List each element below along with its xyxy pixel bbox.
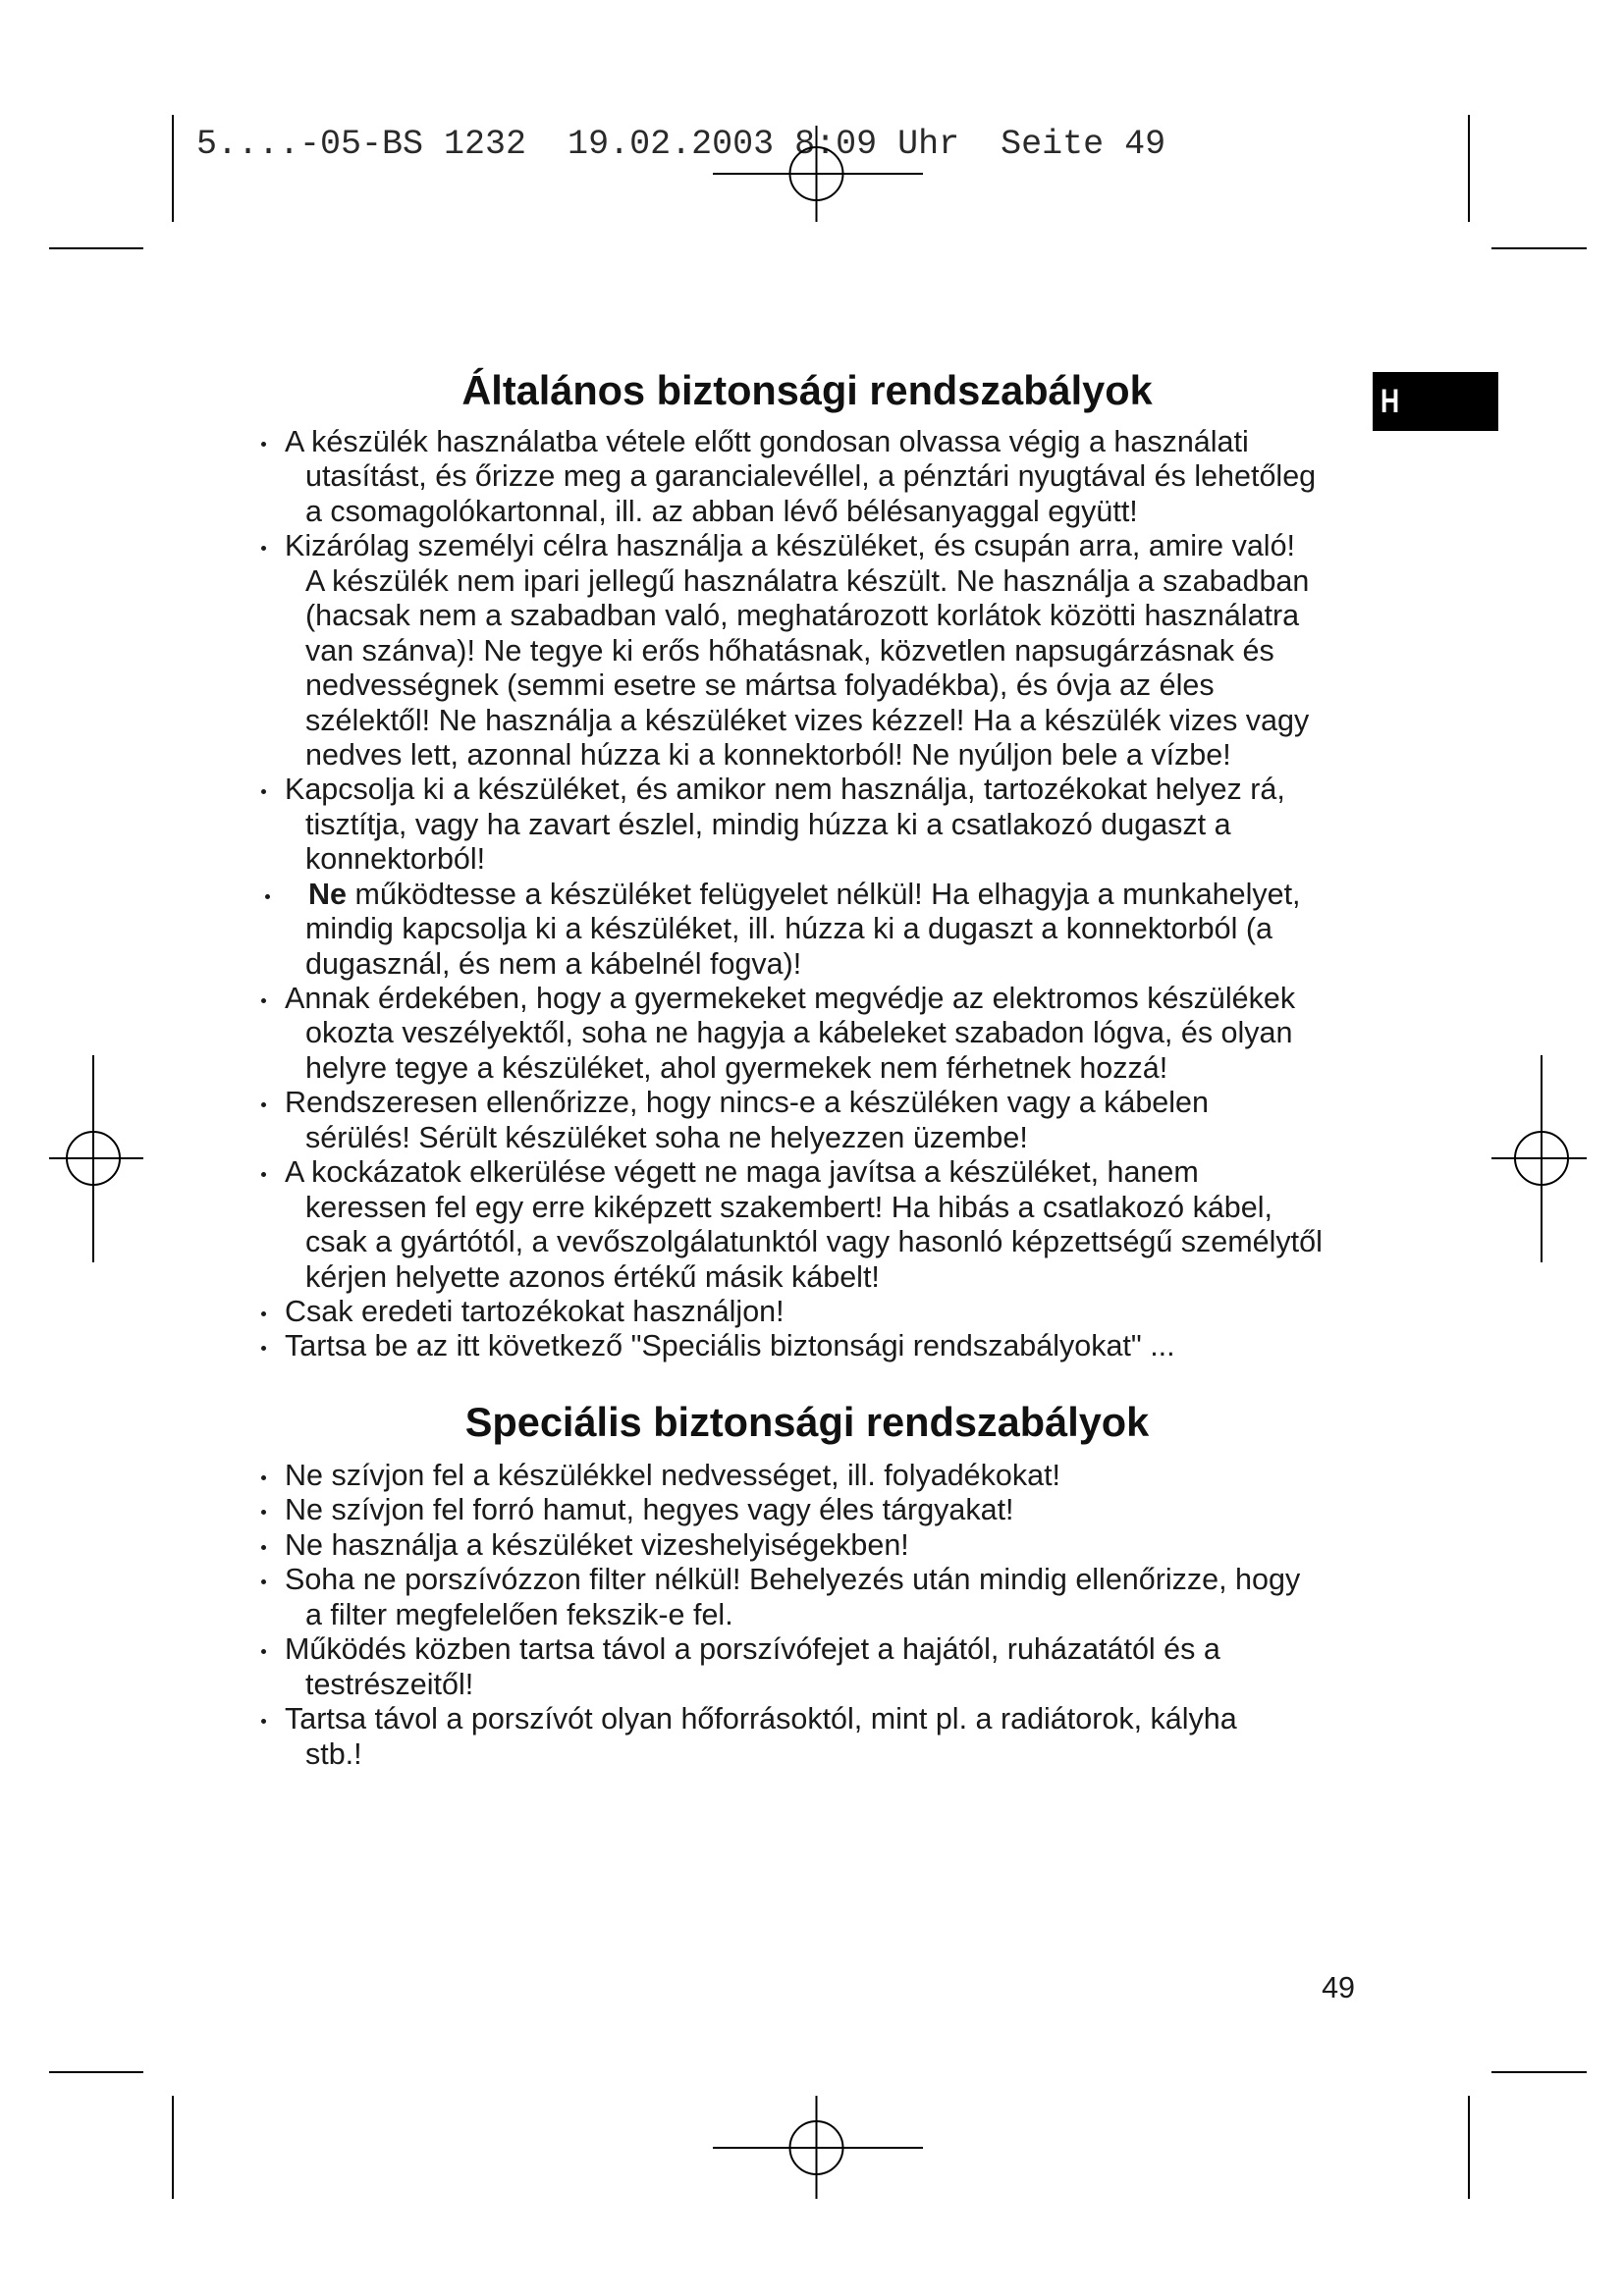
- list-item: [0, 529, 1473, 773]
- bold-emphasis: Ne: [308, 877, 347, 911]
- bullet-marker: [261, 1510, 266, 1515]
- line-text: mindig kapcsolja ki a készüléket, ill. húzza ki a dugaszt a konnektorból (a: [305, 912, 1272, 946]
- list-item-continuation-line: [0, 495, 1473, 529]
- line-text: szélektől! Ne használja a készüléket vizes kézzel! Ha a készülék vizes vagy: [305, 703, 1310, 737]
- list-item-first-line: [0, 529, 1473, 563]
- list-item-continuation-line: [0, 1051, 1473, 1086]
- list-item-continuation-line: [0, 947, 1473, 982]
- list-item-continuation-line: [0, 808, 1473, 842]
- line-text: Tartsa távol a porszívót olyan hőforrásoktól, mint pl. a radiátorok, kályha: [285, 1702, 1237, 1736]
- list-item: [0, 1329, 1473, 1363]
- list-item-continuation-line: [0, 1737, 1473, 1772]
- list-item-continuation-line: [0, 634, 1473, 668]
- bullet-marker: [261, 442, 266, 447]
- list-item-continuation-line: [0, 1191, 1473, 1225]
- list-item: [0, 425, 1473, 529]
- line-text: Soha ne porszívózzon filter nélkül! Behelyezés után mindig ellenőrizze, hogy: [285, 1563, 1301, 1597]
- line-text: van szánva)! Ne tegye ki erős hőhatásnak, közvetlen napsugárzásnak és: [305, 633, 1274, 667]
- list-item-continuation-line: [0, 668, 1473, 703]
- list-item: [0, 1493, 1473, 1527]
- registration-mark-right-circle: [1515, 1132, 1568, 1185]
- line-text: A készülék nem ipari jellegű használatra készült. Ne használja a szabadban: [305, 563, 1310, 598]
- line-text: nedves lett, azonnal húzza ki a konnektorból! Ne nyúljon bele a vízbe!: [305, 737, 1231, 772]
- list-item: [0, 773, 1473, 877]
- list-item-first-line: [0, 1155, 1473, 1190]
- line-text: Kapcsolja ki a készüléket, és amikor nem használja, tartozékokat helyez rá,: [285, 773, 1285, 807]
- line-text: sérülés! Sérült készüléket soha ne helyezzen üzembe!: [305, 1120, 1028, 1154]
- list-item-continuation-line: [0, 564, 1473, 599]
- list-item-first-line: [0, 773, 1473, 807]
- bullet-marker: [261, 1545, 266, 1550]
- line-text: működtesse a készüléket felügyelet nélkül! Ha elhagyja a munkahelyet,: [354, 877, 1301, 911]
- section-title-special-safety: Speciális biztonsági rendszabályok: [464, 1399, 1150, 1445]
- special-safety-rules-list: [0, 1459, 1473, 1772]
- line-text: csak a gyártótól, a vevőszolgálatunktól vagy hasonló képzettségű személytől: [305, 1225, 1323, 1259]
- list-item-first-line: [0, 1528, 1473, 1563]
- line-text: Annak érdekében, hogy a gyermekeket megvédje az elektromos készülékek: [285, 982, 1296, 1015]
- registration-mark-bottom: [713, 2096, 923, 2199]
- list-item-continuation-line: [0, 1598, 1473, 1632]
- list-item-continuation-line: [0, 842, 1473, 877]
- list-item: [0, 1563, 1473, 1632]
- line-text: nedvességnek (semmi esetre se mártsa folyadékba), és óvja az éles: [305, 668, 1215, 703]
- line-text: konnektorból!: [305, 842, 486, 877]
- bullet-marker: [261, 1475, 266, 1480]
- bullet-marker: [261, 546, 266, 551]
- registration-mark-bottom-circle: [790, 2121, 843, 2174]
- list-item-continuation-line: [0, 912, 1473, 946]
- line-text: testrészeitől!: [305, 1667, 474, 1701]
- registration-mark-right: [1491, 1055, 1587, 1262]
- list-item-continuation-line: [0, 599, 1473, 633]
- line-text: kérjen helyette azonos értékű másik kábelt!: [305, 1259, 880, 1294]
- line-text: okozta veszélyektől, soha ne hagyja a kábeleket szabadon lógva, és olyan: [305, 1016, 1293, 1050]
- line-text: keressen fel egy erre kiképzett szakembert! Ha hibás a csatlakozó kábel,: [305, 1190, 1272, 1224]
- list-item: [0, 1086, 1473, 1155]
- print-job-slug: 5....-05-BS 1232 19.02.2003 8:09 Uhr Seite 49: [196, 125, 1166, 164]
- line-text: Rendszeresen ellenőrizze, hogy nincs-e a készüléken vagy a kábelen: [285, 1086, 1209, 1120]
- list-item-first-line: [0, 1459, 1473, 1493]
- bullet-marker: [261, 1102, 266, 1107]
- bullet-marker: [261, 998, 266, 1003]
- line-text: Működés közben tartsa távol a porszívófejet a hajától, ruházatától és a: [285, 1632, 1220, 1667]
- list-item: [0, 982, 1473, 1086]
- list-item-first-line: [0, 878, 1473, 912]
- line-text: Kizárólag személyi célra használja a készüléket, és csupán arra, amire való!: [285, 529, 1296, 563]
- list-item-continuation-line: [0, 1121, 1473, 1155]
- list-item-first-line: [0, 1086, 1473, 1120]
- line-text: utasítást, és őrizze meg a garancialevéllel, a pénztári nyugtával és lehetőleg: [305, 459, 1317, 494]
- language-tab-label: H: [1380, 383, 1400, 420]
- line-text: tisztítja, vagy ha zavart észlel, mindig húzza ki a csatlakozó dugaszt a: [305, 807, 1231, 841]
- section-title-general-safety: Általános biztonsági rendszabályok: [461, 367, 1153, 413]
- bullet-marker: [261, 1719, 266, 1724]
- list-item-continuation-line: [0, 704, 1473, 738]
- line-text: Ne használja a készüléket vizeshelyiségekben!: [285, 1527, 909, 1562]
- bullet-marker: [261, 1311, 266, 1316]
- list-item-continuation-line: [0, 1668, 1473, 1702]
- list-item-continuation-line: [0, 1260, 1473, 1295]
- list-item-continuation-line: [0, 459, 1473, 494]
- list-item-first-line: [0, 1702, 1473, 1736]
- list-item: [0, 1295, 1473, 1329]
- line-text: A kockázatok elkerülése végett ne maga javítsa a készüléket, hanem: [285, 1155, 1199, 1190]
- line-text: a csomagolókartonnal, ill. az abban lévő bélésanyaggal együtt!: [305, 494, 1138, 528]
- line-text: a filter megfelelően fekszik-e fel.: [305, 1597, 733, 1631]
- bullet-marker: [261, 789, 266, 794]
- list-item-continuation-line: [0, 738, 1473, 773]
- bullet-marker: [261, 1649, 266, 1654]
- list-item-first-line: [0, 1295, 1473, 1329]
- line-text: dugasznál, és nem a kábelnél fogva)!: [305, 946, 802, 981]
- bullet-marker: [261, 1346, 266, 1351]
- list-item-continuation-line: [0, 1225, 1473, 1259]
- general-safety-rules-list: [0, 425, 1473, 1364]
- list-item-first-line: [0, 425, 1473, 459]
- list-item-first-line: [0, 1329, 1473, 1363]
- bullet-marker: [261, 1579, 266, 1584]
- bullet-marker: [261, 1172, 266, 1177]
- list-item: [0, 1632, 1473, 1702]
- list-item: [0, 878, 1473, 982]
- page-number: 49: [1322, 1971, 1355, 2004]
- list-item: [0, 1155, 1473, 1295]
- line-text: Ne szívjon fel forró hamut, hegyes vagy éles tárgyakat!: [285, 1493, 1014, 1527]
- bullet-marker: [265, 894, 270, 899]
- list-item: [0, 1702, 1473, 1772]
- list-item-first-line: [0, 1632, 1473, 1667]
- line-text: Tartsa be az itt következő "Speciális biztonsági rendszabályokat" ...: [285, 1329, 1175, 1363]
- list-item-first-line: [0, 982, 1473, 1016]
- line-text: Csak eredeti tartozékokat használjon!: [285, 1294, 785, 1328]
- line-text: helyre tegye a készüléket, ahol gyermekek nem férhetnek hozzá!: [305, 1050, 1168, 1085]
- list-item-first-line: [0, 1493, 1473, 1527]
- line-text: Ne szívjon fel a készülékkel nedvességet, ill. folyadékokat!: [285, 1459, 1061, 1492]
- list-item: [0, 1459, 1473, 1493]
- list-item-first-line: [0, 1563, 1473, 1597]
- line-text: A készülék használatba vétele előtt gondosan olvassa végig a használati: [285, 425, 1249, 458]
- list-item: [0, 1528, 1473, 1563]
- line-text: stb.!: [305, 1736, 362, 1771]
- list-item-continuation-line: [0, 1016, 1473, 1050]
- line-text: (hacsak nem a szabadban való, meghatározott korlátok közötti használatra: [305, 599, 1300, 633]
